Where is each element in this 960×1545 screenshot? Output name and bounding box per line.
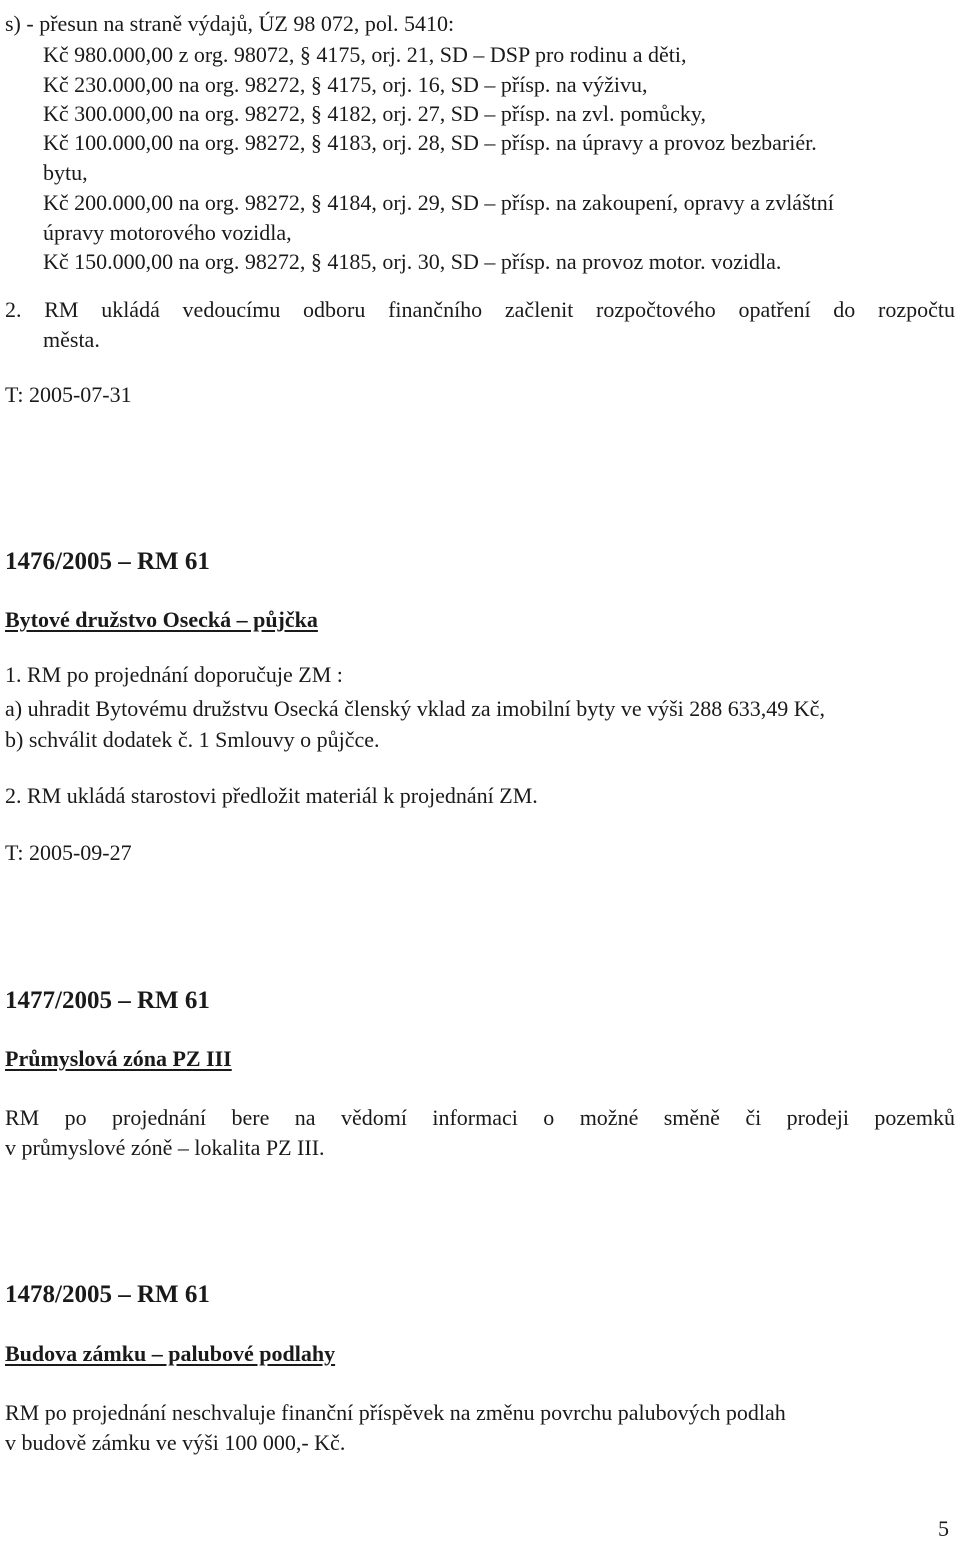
transfer-line: Kč 300.000,00 na org. 98272, § 4182, orj. 27, SD – přísp. na zvl. pomůcky, bbox=[43, 101, 706, 126]
resolution-title: Bytové družstvo Osecká – půjčka bbox=[5, 607, 318, 632]
transfer-point2: 2. RM ukládá vedoucímu odboru finančního začlenit rozpočtového opatření do rozpočtu bbox=[5, 297, 955, 322]
transfer-intro: s) - přesun na straně výdajů, ÚZ 98 072, pol. 5410: bbox=[5, 11, 455, 36]
resolution-item-a: a) uhradit Bytovému družstvu Osecká členský vklad za imobilní byty ve výši 288 633,49 Kč, bbox=[5, 696, 825, 721]
deadline: T: 2005-09-27 bbox=[5, 840, 132, 865]
transfer-line: Kč 100.000,00 na org. 98272, § 4183, orj. 28, SD – přísp. na úpravy a provoz bezbariér. bbox=[43, 130, 817, 155]
transfer-line: Kč 230.000,00 na org. 98272, § 4175, orj. 16, SD – přísp. na výživu, bbox=[43, 72, 648, 97]
transfer-line: Kč 200.000,00 na org. 98272, § 4184, orj. 29, SD – přísp. na zakoupení, opravy a zvláštní bbox=[43, 190, 834, 215]
transfer-line: Kč 980.000,00 z org. 98072, § 4175, orj. 21, SD – DSP pro rodinu a děti, bbox=[43, 42, 687, 67]
resolution-heading: 1476/2005 – RM 61 bbox=[5, 548, 210, 575]
page-number: 5 bbox=[938, 1516, 949, 1541]
transfer-point2-continuation: města. bbox=[43, 327, 100, 352]
resolution-text-continuation: v budově zámku ve výši 100 000,- Kč. bbox=[5, 1430, 346, 1455]
resolution-heading: 1478/2005 – RM 61 bbox=[5, 1281, 210, 1308]
resolution-point1: 1. RM po projednání doporučuje ZM : bbox=[5, 662, 343, 687]
resolution-text: RM po projednání neschvaluje finanční příspěvek na změnu povrchu palubových podlah bbox=[5, 1400, 786, 1425]
transfer-line: bytu, bbox=[43, 160, 88, 185]
resolution-title: Průmyslová zóna PZ III bbox=[5, 1046, 232, 1071]
resolution-item-b: b) schválit dodatek č. 1 Smlouvy o půjčce. bbox=[5, 727, 380, 752]
resolution-text-continuation: v průmyslové zóně – lokalita PZ III. bbox=[5, 1135, 325, 1160]
resolution-title: Budova zámku – palubové podlahy bbox=[5, 1341, 336, 1366]
transfer-line: úpravy motorového vozidla, bbox=[43, 220, 292, 245]
transfer-line: Kč 150.000,00 na org. 98272, § 4185, orj. 30, SD – přísp. na provoz motor. vozidla. bbox=[43, 249, 782, 274]
deadline: T: 2005-07-31 bbox=[5, 382, 132, 407]
resolution-point2: 2. RM ukládá starostovi předložit materiál k projednání ZM. bbox=[5, 783, 538, 808]
resolution-heading: 1477/2005 – RM 61 bbox=[5, 987, 210, 1014]
resolution-text: RM po projednání bere na vědomí informaci o možné směně či prodeji pozemků bbox=[5, 1105, 955, 1130]
